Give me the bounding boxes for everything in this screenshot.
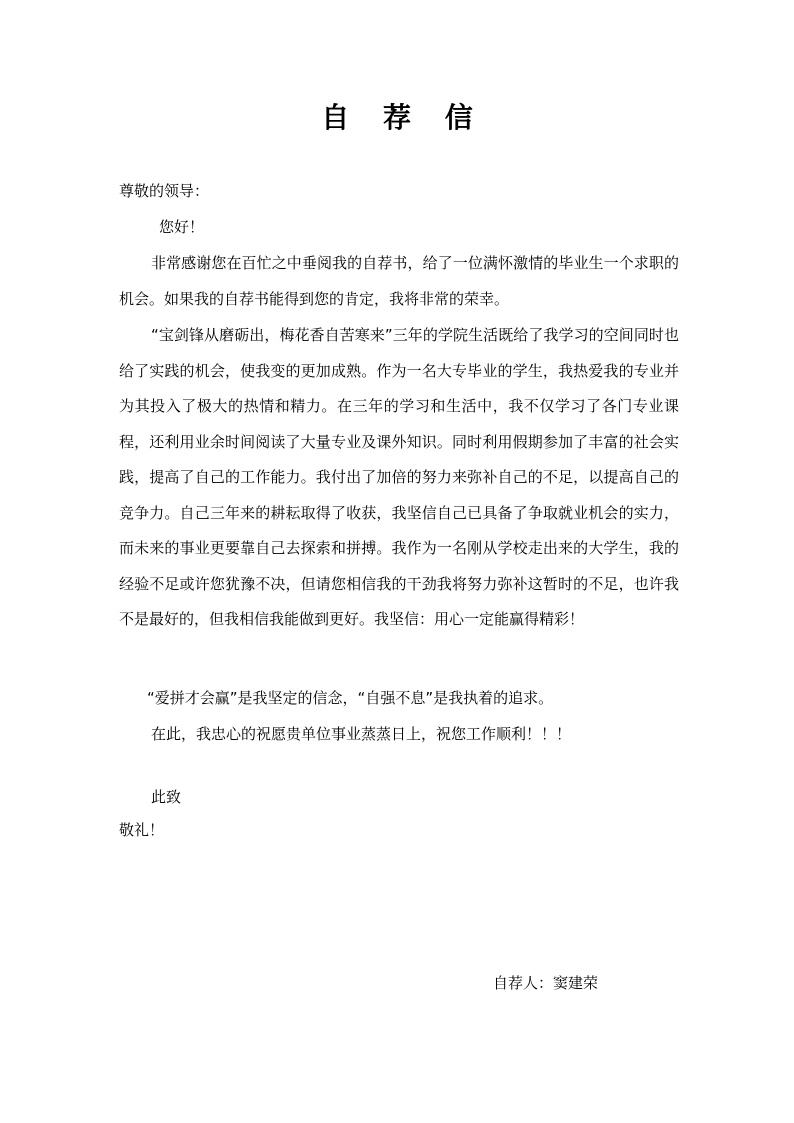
paragraph-motto: “爱拼才会赢”是我坚定的信念，“自强不息”是我执着的追求。 (147, 689, 554, 707)
closing-line-2: 敬礼！ (119, 821, 165, 839)
greeting: 您好！ (159, 218, 205, 236)
signature: 自荐人：窦建荣 (493, 974, 599, 992)
document-title: 自 荐 信 (321, 101, 485, 134)
paragraph-body: “宝剑锋从磨砺出，梅花香自苦寒来”三年的学院生活既给了我学习的空间同时也给了实践的机会，使我变的更加成熟。作为一名大专毕业的学生，我热爱我的专业并为其投入了极大的热情和精力。在三年的学习和生活中，我不仅学习了各门专业课程，还利用业余时间阅读了大量专业及课外知识。同时利用假期参加了丰富的社会实践，提高了自己的工作能力。我付出了加倍的努力来弥补自己的不足，以提高自己的竞争力。自己三年来的耕耘取得了收获，我坚信自己已具备了争取就业机会的实力，而未来的事业更要靠自己去探索和拼搏。我作为一名刚从学校走出来的大学生，我的经验不足或许您犹豫不决，但请您相信我的干劲我将努力弥补这暂时的不足，也许我不是最好的，但我相信我能做到更好。我坚信：用心一定能赢得精彩！ (119, 326, 679, 628)
closing-line-1: 此致 (151, 788, 182, 806)
paragraph-intro: 非常感谢您在百忙之中垂阅我的自荐书，给了一位满怀激情的毕业生一个求职的机会。如果我的自荐书能得到您的肯定，我将非常的荣幸。 (119, 254, 679, 308)
paragraph-wishes: 在此，我忠心的祝愿贵单位事业蒸蒸日上，祝您工作顺利！！！ (151, 725, 572, 743)
salutation: 尊敬的领导： (119, 182, 210, 200)
